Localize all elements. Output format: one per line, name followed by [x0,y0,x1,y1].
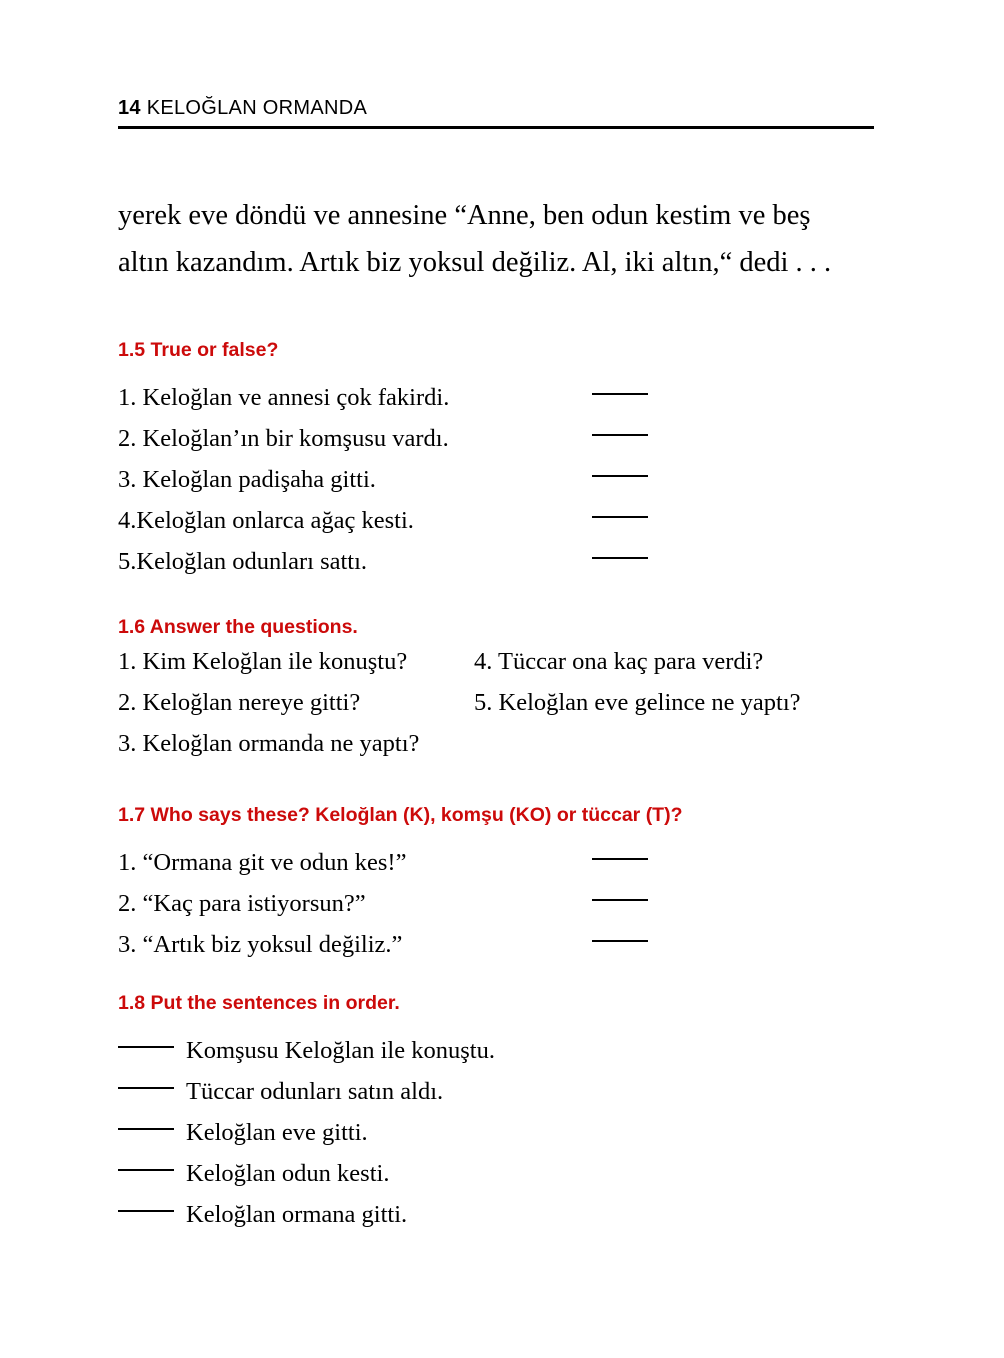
exercise-item-text: Keloğlan ormana gitti. [186,1201,408,1228]
exercise-item [118,364,648,411]
header-divider [118,126,874,129]
exercise-item [474,641,904,682]
exercise-list-1-6 [118,641,908,764]
exercise-section-1-8 [118,991,908,1228]
answer-blank[interactable] [592,829,648,870]
exercise-item-text: 1. Kim Keloğlan ile konuştu? [118,648,408,675]
exercise-section-1-6 [118,615,908,764]
answer-blank[interactable] [592,911,648,952]
exercise-item-text: 1. Keloğlan ve annesi çok fakirdi. [118,384,450,411]
answer-blank[interactable] [592,405,648,446]
exercise-item [118,682,468,723]
chapter-title: KELOĞLAN ORMANDA [146,97,368,119]
exercise-item-text: 4. Tüccar ona kaç para verdi? [474,648,764,675]
answer-blank[interactable] [592,446,648,487]
exercise-item [118,829,648,876]
exercise-list-1-7 [118,829,908,958]
exercise-list-1-8 [118,1017,908,1228]
exercise-item-text: 2. Keloğlan’ın bir komşusu vardı. [118,425,449,452]
header-line [118,96,874,120]
exercise-item [474,682,904,723]
exercise-heading-1-7: 1.7 Who says these? Keloğlan (K), komşu (KO) or tüccar (T)? [118,804,683,826]
exercise-item-text: Tüccar odunları satın aldı. [186,1078,444,1105]
page-number: 14 [118,97,141,119]
exercise-item-text: 5. Keloğlan eve gelince ne yaptı? [474,689,801,716]
answer-blank[interactable] [592,364,648,405]
exercise-column-right [474,641,904,723]
exercise-heading-1-8: 1.8 Put the sentences in order. [118,992,400,1014]
exercise-heading-1-6: 1.6 Answer the questions. [118,616,358,638]
story-paragraph-line-1: yerek eve döndü ve annesine “Anne, ben odun kestim ve beş [118,200,811,231]
exercise-item-text: Keloğlan odun kesti. [186,1160,390,1187]
story-paragraph-line-2: altın kazandım. Artık biz yoksul değiliz. Al, iki altın,“ dedi . . . [118,247,832,278]
exercise-item-text: 3. Keloğlan ormanda ne yaptı? [118,730,420,757]
exercise-item-text: 5.Keloğlan odunları sattı. [118,548,368,575]
exercise-list-1-5 [118,364,908,575]
answer-blank[interactable] [592,528,648,569]
exercise-heading-1-5: 1.5 True or false? [118,339,279,361]
exercise-column-left [118,641,468,764]
exercise-item-text: 3. “Artık biz yoksul değiliz.” [118,931,403,958]
exercise-section-1-7 [118,803,908,958]
story-paragraph [118,192,888,286]
exercise-item-text: 2. “Kaç para istiyorsun?” [118,890,366,917]
exercise-item [118,723,468,764]
answer-blank[interactable] [118,1099,174,1140]
exercise-item-text: Komşusu Keloğlan ile konuştu. [186,1037,495,1064]
exercise-item [118,641,468,682]
exercise-item-text: 1. “Ormana git ve odun kes!” [118,849,407,876]
answer-blank[interactable] [118,1017,174,1058]
answer-blank[interactable] [118,1181,174,1222]
answer-blank[interactable] [592,487,648,528]
exercise-item [118,1017,908,1064]
exercise-item-text: 4.Keloğlan onlarca ağaç kesti. [118,507,414,534]
exercise-item-text: Keloğlan eve gitti. [186,1119,368,1146]
answer-blank[interactable] [592,870,648,911]
answer-blank[interactable] [118,1058,174,1099]
answer-blank[interactable] [118,1140,174,1181]
exercise-item-text: 2. Keloğlan nereye gitti? [118,689,361,716]
page-header [118,96,874,129]
exercise-section-1-5 [118,338,908,575]
exercise-item-text: 3. Keloğlan padişaha gitti. [118,466,376,493]
